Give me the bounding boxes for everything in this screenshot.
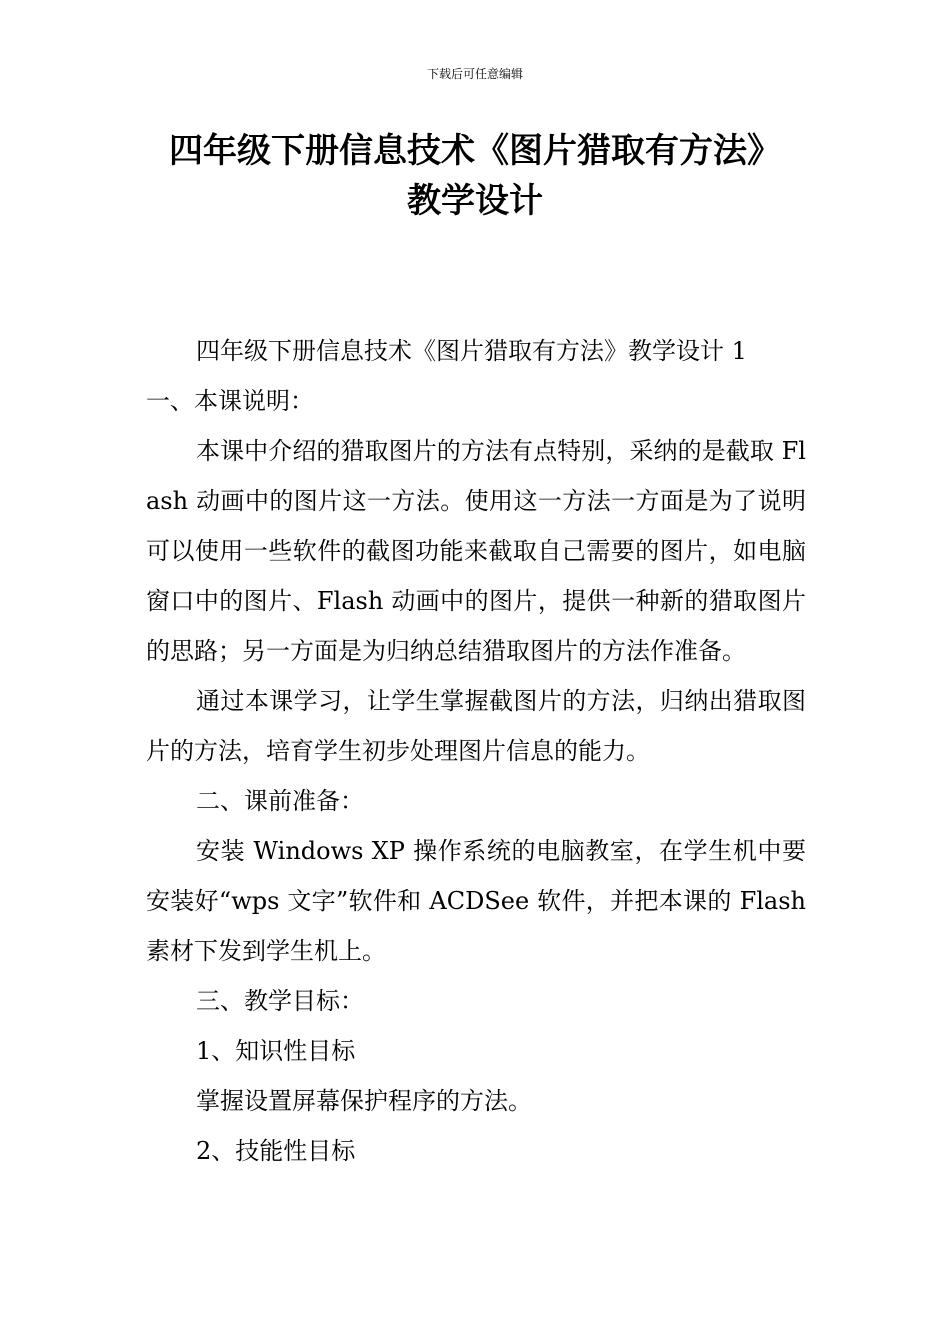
paragraph-course-description: 本课中介绍的猎取图片的方法有点特别，采纳的是截取 Flash 动画中的图片这一方法。使用这一方法一方面是为了说明可以使用一些软件的截图功能来截取自己需要的图片，如电脑窗口中的图片、Flash 动画中的图片，提供一种新的猎取图片的思路；另一方面是为归纳总结猎取图片的方法作准备。 xyxy=(146,437,806,665)
section-heading-course-description: 一、本课说明： xyxy=(146,387,314,415)
title-line-2: 教学设计 xyxy=(407,181,543,221)
paragraph-learning-outcome: 通过本课学习，让学生掌握截图片的方法，归纳出猎取图片的方法，培育学生初步处理图片信息的能力。 xyxy=(146,687,806,765)
doc-heading-paragraph: 四年级下册信息技术《图片猎取有方法》教学设计 1 xyxy=(196,337,747,365)
section-heading-teaching-goals: 三、教学目标： xyxy=(196,987,364,1015)
section-heading-preparation: 二、课前准备： xyxy=(196,787,364,815)
title-line-1: 四年级下册信息技术《图片猎取有方法》 xyxy=(169,131,781,171)
paragraph-preparation: 安装 Windows XP 操作系统的电脑教室，在学生机中要安装好“wps 文字”软件和 ACDSee 软件，并把本课的 Flash 素材下发到学生机上。 xyxy=(146,837,806,965)
header-note: 下载后可任意编辑 xyxy=(426,67,523,81)
subheading-skill-goal: 2、技能性目标 xyxy=(196,1137,356,1165)
document-body xyxy=(146,326,806,1176)
document-title xyxy=(0,126,950,226)
paragraph-knowledge-goal: 掌握设置屏幕保护程序的方法。 xyxy=(196,1087,532,1115)
subheading-knowledge-goal: 1、知识性目标 xyxy=(196,1037,356,1065)
